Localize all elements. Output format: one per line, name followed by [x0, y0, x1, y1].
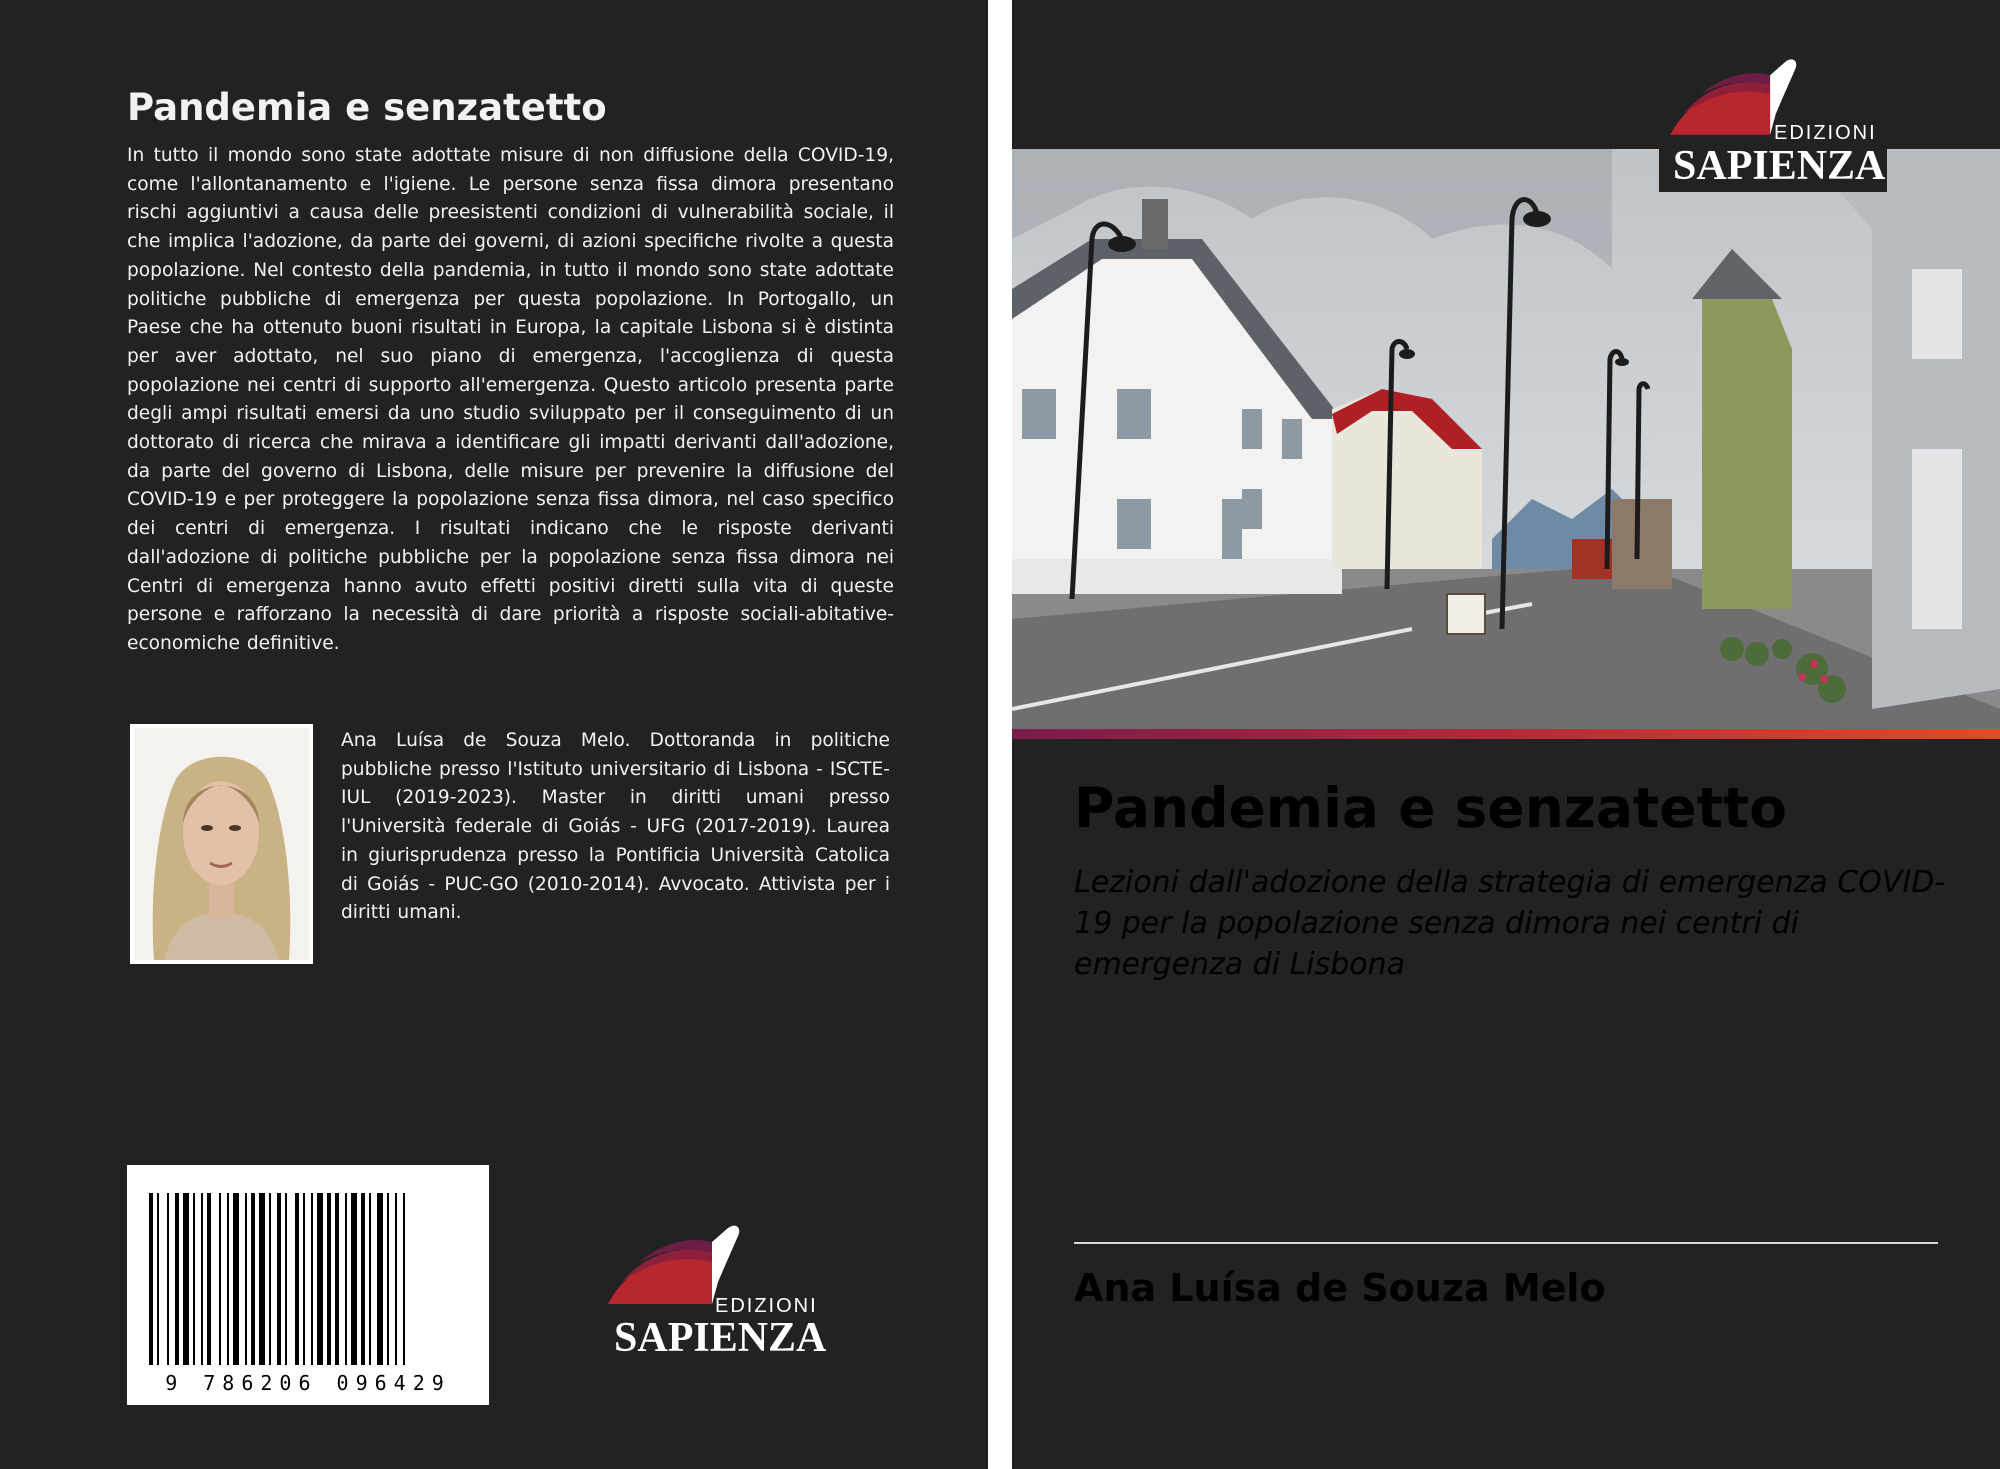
barcode-bar: [327, 1193, 331, 1365]
front-cover-title: Pandemia e senzatetto: [1074, 776, 1787, 840]
barcode-bar: [395, 1193, 397, 1365]
barcode-bar: [167, 1193, 169, 1365]
barcode-bar: [183, 1193, 189, 1365]
barcode-bar: [149, 1193, 153, 1365]
barcode-bar: [277, 1193, 281, 1365]
barcode-bar: [233, 1193, 239, 1365]
publisher-edizioni-label: EDIZIONI: [1774, 122, 1877, 144]
barcode-bar: [207, 1193, 211, 1365]
accent-stripe: [1012, 729, 2000, 739]
cover-photo-street-scene: [1012, 149, 2000, 729]
barcode-bar: [369, 1193, 371, 1365]
barcode-bar: [157, 1193, 159, 1365]
barcode-bar: [285, 1193, 287, 1365]
author-bio: Ana Luísa de Souza Melo. Dottoranda in politiche pubbliche presso l'Istituto universitario di Lisbona - ISCTE-IUL (2019-2023). Master in diritti umani presso l'Università federale di Goiás - UFG (2017-2019). Laurea in giurisprudenza presso la Pontificia Università Catolica di Goiás - PUC-GO (2010-2014). Avvocato. Attivista per i diritti umani.: [341, 730, 890, 924]
author-portrait: [130, 724, 313, 964]
barcode-bar: [361, 1193, 365, 1365]
barcode-bar: [387, 1193, 389, 1365]
barcode-bar: [317, 1193, 323, 1365]
barcode-bar: [175, 1193, 179, 1365]
isbn-barcode: [127, 1165, 489, 1405]
barcode-bar: [251, 1193, 255, 1365]
barcode-bar: [335, 1193, 339, 1365]
publisher-logo-front: [1659, 56, 1887, 192]
barcode-bar: [269, 1193, 271, 1365]
back-cover-blurb: In tutto il mondo sono state adottate misure di non diffusione della COVID-19, come l'allontanamento e l'igiene. Le persone senza fissa dimora presentano rischi aggiuntivi a causa delle preesistenti condizioni di vulnerabilità sociale, il che implica l'adozione, da parte dei governi, di azioni specifiche rivolte a questa popolazione. Nel contesto della pandemia, in tutto il mondo sono state adottate politiche pubbliche di emergenza per questa popolazione. In Portogallo, un Paese che ha ottenuto buoni risultati in Europa, la capitale Lisbona si è distinta per aver adottato, nel suo piano di emergenza, l'accoglienza di questa popolazione nei centri di supporto all'emergenza. Questo articolo presenta parte degli ampi risultati emersi da uno studio sviluppato per il conseguimento di un dottorato di ricerca che mirava a identificare gli impatti derivanti dall'adozione, da parte del governo di Lisbona, delle misure per prevenire la diffusione del COVID-19 e per proteggere la popolazione senza fissa dimora, nel caso specifico dei centri di emergenza. I risultati indicano che le risposte derivanti dall'adozione di politiche pubbliche per la popolazione senza fissa dimora nei Centri di emergenza hanno avuto effetti positivi diretti sulla vita di queste persone e rafforzano la necessità di dare priorità a risposte sociali-abitative-economiche definitive.: [127, 145, 894, 654]
front-cover-author: Ana Luísa de Souza Melo: [1074, 1266, 1606, 1310]
title-divider: [1074, 1242, 1938, 1244]
barcode-bar: [403, 1193, 405, 1365]
barcode-bar: [295, 1193, 299, 1365]
back-cover-title: Pandemia e senzatetto: [127, 86, 607, 129]
publisher-edizioni-label: EDIZIONI: [715, 1295, 818, 1317]
barcode-bar: [201, 1193, 203, 1365]
barcode-bar: [219, 1193, 221, 1365]
front-cover-subtitle: Lezioni dall'adozione della strategia di emergenza COVID-19 per la popolazione senza dimora nei centri di emergenza di Lisbona: [1074, 865, 1946, 982]
barcode-bar: [245, 1193, 247, 1365]
publisher-name: SAPIENZA: [614, 1315, 827, 1361]
isbn-number: 9 786206 096429: [165, 1371, 451, 1395]
barcode-bar: [227, 1193, 229, 1365]
barcode-bar: [351, 1193, 357, 1365]
barcode-bar: [259, 1193, 265, 1365]
back-cover: [0, 0, 988, 1469]
barcode-bar: [377, 1193, 383, 1365]
publisher-logo-back: [600, 1222, 830, 1362]
cover-gap: [988, 0, 1012, 1469]
barcode-bar: [311, 1193, 313, 1365]
barcode-bar: [345, 1193, 347, 1365]
barcode-bar: [193, 1193, 195, 1365]
barcode-bar: [303, 1193, 305, 1365]
publisher-name: SAPIENZA: [1673, 143, 1886, 189]
